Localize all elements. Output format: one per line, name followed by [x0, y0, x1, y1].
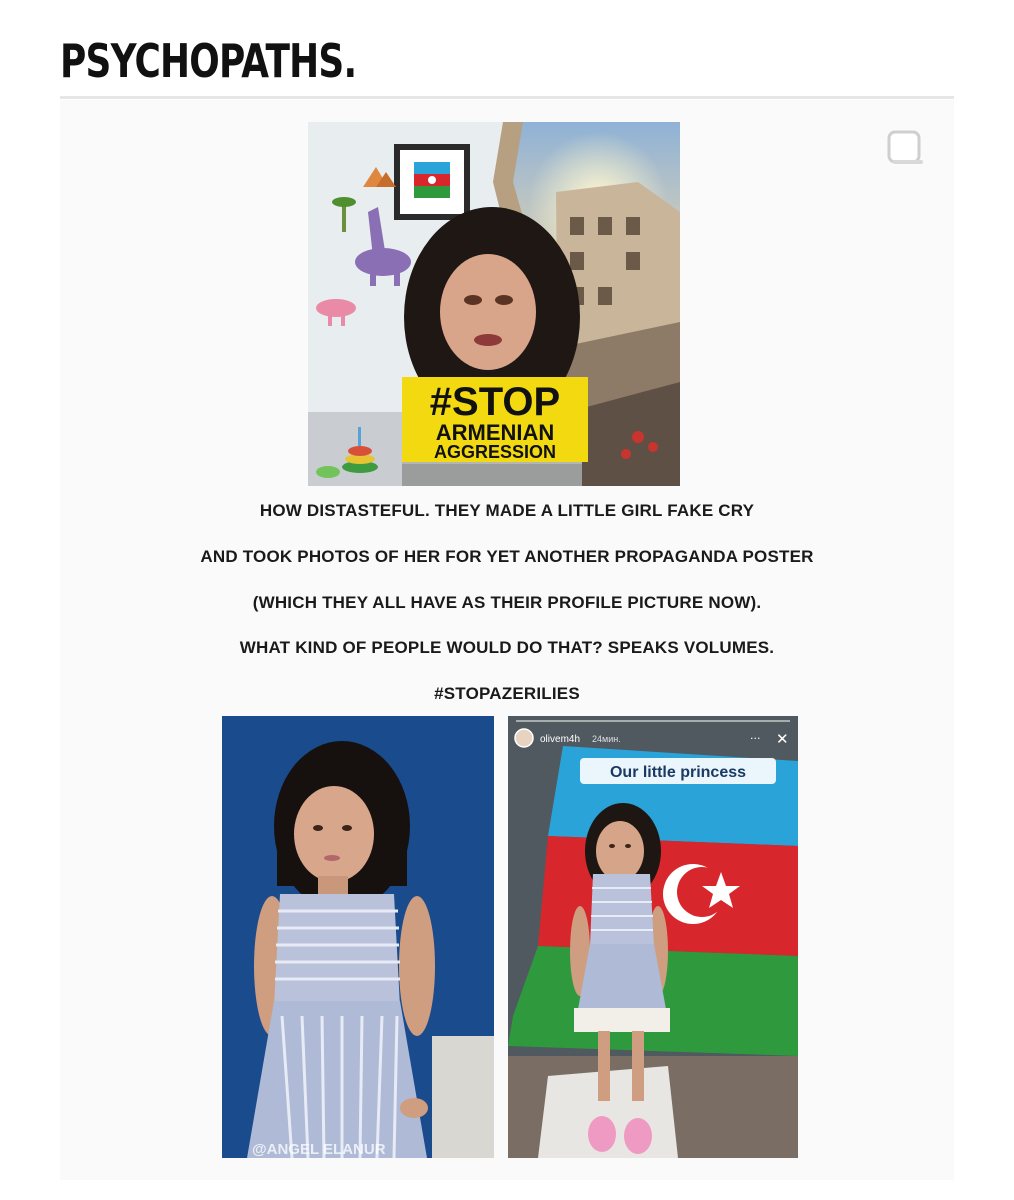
story-progress-bar	[516, 720, 790, 722]
heading-divider	[60, 96, 954, 99]
left-photo	[222, 716, 494, 1158]
story-avatar	[515, 729, 533, 747]
propaganda-poster	[308, 122, 680, 486]
caption-line-4: WHAT KIND OF PEOPLE WOULD DO THAT? SPEAKS VOLUMES.	[239, 638, 775, 657]
story-photo	[508, 716, 798, 1158]
more-icon[interactable]: ···	[750, 732, 761, 745]
poster-line-2: ARMENIAN	[435, 420, 555, 445]
story-caption: Our little princess	[609, 764, 747, 781]
caption-line-3: (WHICH THEY ALL HAVE AS THEIR PROFILE PICTURE NOW).	[252, 593, 762, 612]
caption-line-2: AND TOOK PHOTOS OF HER FOR YET ANOTHER PROPAGANDA POSTER	[200, 547, 814, 566]
photo-watermark: @ANGEL ELANUR	[252, 1141, 386, 1158]
poster-line-1: #STOP	[429, 380, 561, 424]
left-photo-illustration	[222, 716, 494, 1158]
close-icon[interactable]: ✕	[776, 730, 789, 748]
page-heading: PSYCHOPATHS.	[60, 34, 357, 88]
poster-illustration	[308, 122, 680, 486]
story-time: 24мин.	[592, 734, 621, 744]
poster-line-3: AGGRESSION	[433, 442, 557, 462]
caption-hashtag: #STOPAZERILIES	[434, 684, 580, 703]
story-username: olivem4h	[540, 734, 581, 745]
checkbox-icon[interactable]	[885, 128, 925, 168]
caption-line-1: HOW DISTASTEFUL. THEY MADE A LITTLE GIRL FAKE CRY	[259, 501, 755, 520]
story-photo-illustration	[508, 716, 798, 1158]
